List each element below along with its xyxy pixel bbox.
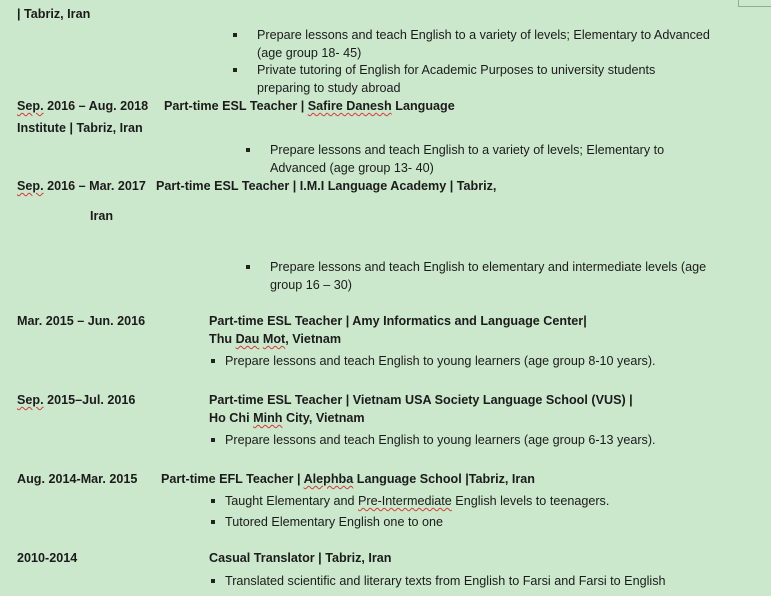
loc-part: Dau: [235, 332, 260, 346]
bullet-text-cont: preparing to study abroad: [257, 81, 401, 95]
entry-date: [17, 391, 135, 409]
entry-title: Part-time ESL Teacher | Amy Informatics and Language Center|: [209, 314, 587, 328]
bullet-icon: [233, 33, 237, 37]
entry-title: [161, 470, 535, 488]
date-range: 2016 – Mar. 2017: [43, 179, 146, 193]
bullet-text: [225, 492, 609, 510]
loc-part: City, Vietnam: [282, 411, 365, 425]
bullet-icon: [233, 68, 237, 72]
entry-date: [17, 177, 146, 195]
date-month: Sep.: [17, 179, 44, 193]
org-name-rest: Language: [391, 99, 455, 113]
entry-date: [17, 97, 148, 115]
loc-part: Ho Chi: [209, 411, 254, 425]
bullet-icon: [211, 579, 215, 583]
entry-title: Part-time ESL Teacher | Vietnam USA Society Language School (VUS) |: [209, 393, 633, 407]
org-name: Safire Danesh: [307, 99, 392, 113]
bullet-icon: [211, 499, 215, 503]
entry-title: Part-time ESL Teacher | I.M.I Language Academy | Tabriz,: [156, 179, 497, 193]
entry-date: Mar. 2015 – Jun. 2016: [17, 314, 146, 328]
bullet-text: Translated scientific and literary texts from English to Farsi and Farsi to English: [225, 574, 666, 588]
bullet-text: Prepare lessons and teach English to a variety of levels; Elementary to: [270, 143, 665, 157]
bullet-text-cont: group 16 – 30): [270, 278, 352, 292]
bullet-text: Prepare lessons and teach English to elementary and intermediate levels (age: [270, 260, 707, 274]
entry-title-cont: Institute | Tabriz, Iran: [17, 121, 143, 135]
bullet-part: Pre-Intermediate: [358, 494, 452, 508]
date-month: Sep.: [17, 99, 44, 113]
entry-title-cont: Iran: [90, 209, 114, 223]
bullet-text: Prepare lessons and teach English to young learners (age group 8-10 years).: [225, 354, 656, 368]
loc-part: , Vietnam: [285, 332, 342, 346]
bullet-icon: [211, 520, 215, 524]
loc-part: Mot: [262, 332, 286, 346]
date-range: 2015–Jul. 2016: [43, 393, 136, 407]
entry-title: [164, 97, 455, 115]
date-month: Sep.: [17, 393, 44, 407]
title-prefix: Part-time EFL Teacher |: [161, 472, 304, 486]
page-corner-mark: [738, 0, 771, 7]
loc-part: Thu: [209, 332, 236, 346]
bullet-icon: [246, 265, 250, 269]
bullet-icon: [211, 438, 215, 442]
bullet-part: English levels to teenagers.: [451, 494, 610, 508]
title-prefix: Part-time ESL Teacher |: [164, 99, 308, 113]
entry-date: Aug. 2014-Mar. 2015: [17, 472, 138, 486]
bullet-text: Private tutoring of English for Academic Purposes to university students: [257, 63, 656, 77]
prev-entry-location: | Tabriz, Iran: [17, 7, 91, 21]
bullet-icon: [211, 359, 215, 363]
loc-part: Minh: [253, 411, 283, 425]
bullet-text: Tutored Elementary English one to one: [225, 515, 443, 529]
bullet-part: Taught Elementary and: [225, 494, 359, 508]
bullet-text-cont: (age group 18- 45): [257, 46, 362, 60]
entry-location: [209, 409, 365, 427]
entry-title: Casual Translator | Tabriz, Iran: [209, 551, 392, 565]
date-range: 2016 – Aug. 2018: [43, 99, 149, 113]
org-name: Alephba: [303, 472, 354, 486]
entry-date: 2010-2014: [17, 551, 78, 565]
org-name-rest: Language School |Tabriz, Iran: [353, 472, 535, 486]
bullet-icon: [246, 148, 250, 152]
entry-location: [209, 330, 341, 348]
bullet-text: Prepare lessons and teach English to a variety of levels; Elementary to Advanced: [257, 28, 710, 42]
bullet-text: Prepare lessons and teach English to young learners (age group 6-13 years).: [225, 433, 656, 447]
bullet-text-cont: Advanced (age group 13- 40): [270, 161, 434, 175]
